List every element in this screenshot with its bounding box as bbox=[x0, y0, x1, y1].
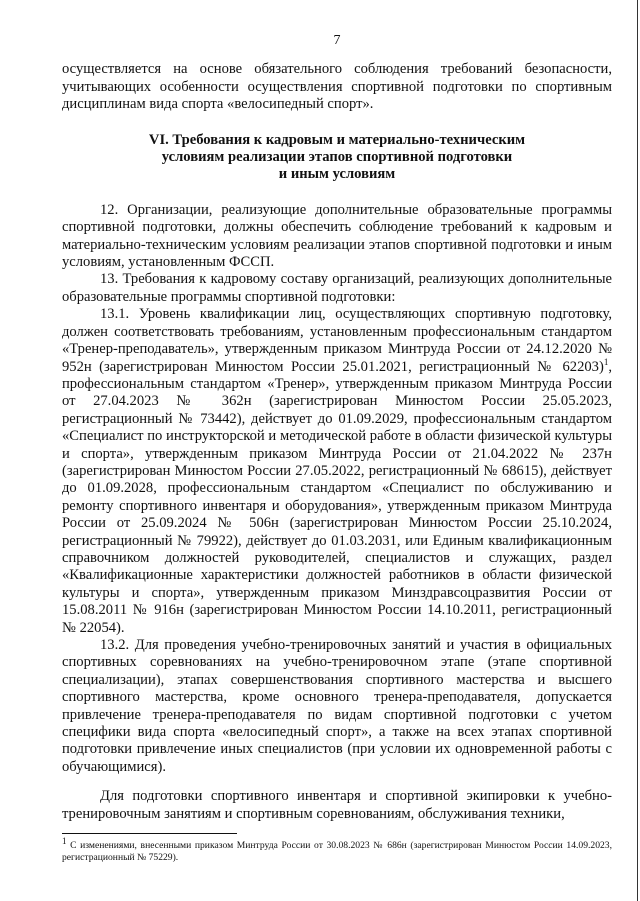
section-heading-line-1: VI. Требования к кадровым и материально-техническим bbox=[148, 131, 526, 148]
footnote-reference: 1 bbox=[603, 356, 609, 367]
paragraph-13-1-text-b: , профессиональным стандартом «Тренер», утвержденным приказом Минтруда России от 27.04.2023 № 362н (зарегистрирован Минюстом России 25.05.2023, регистрационный № 73442), действует до 01.09.2029, профессиональным стандартом «Специалист по инструкторской и методической работе в области физической культуры и спорта», утвержденным приказом Минтруда России от 21.04.2022 № 237н (зарегистрирован Минюстом России 27.05.2022, регистрационный № 68615), действует до 01.09.2028, профессиональным стандартом «Специалист по обслуживанию и ремонту спортивного инвентаря и оборудования», утвержденным приказом Минтруда России от 25.09.2024 № 506н (зарегистрирован Минюстом России 25.10.2024, регистрационный № 79922), действует до 01.03.2031, или Единым квалификационным справочником должностей руководителей, специалистов и служащих, раздел «Квалификационные характеристики должностей работников в области физической культуры и спорта», утвержденным приказом Минздравсоцразвития России от 15.08.2011 № 916н (зарегистрирован Минюстом России 14.10.2011, регистрационный № 22054). bbox=[62, 358, 612, 636]
paragraph-continuation: осуществляется на основе обязательного соблюдения требований безопасности, учитывающих особенности осуществления спортивной подготовки по спортивным дисциплинам вида спорта «велосипедный спорт». bbox=[62, 61, 612, 113]
footnote-divider bbox=[62, 833, 237, 834]
paragraph-12: 12. Организации, реализующие дополнительные образовательные программы спортивной подготовки, должны обеспечить соблюдение требований к кадровым и материально-техническим условиям реализации этапов спортивной подготовки и иным условиям, установленным ФССП. bbox=[62, 201, 612, 271]
page-edge bbox=[637, 0, 638, 901]
footnote-marker: 1 bbox=[62, 835, 67, 846]
paragraph-13-1-text-a: 13.1. Уровень квалификации лиц, осуществляющих спортивную подготовку, должен соответствовать требованиям, установленным профессиональным стандартом «Тренер-преподаватель», утвержденным приказом Минтруда России от 24.12.2020 № 952н (зарегистрирован Минюстом России 25.01.2021, регистрационный № 62203) bbox=[62, 306, 612, 375]
section-heading bbox=[62, 132, 612, 184]
paragraph-last: Для подготовки спортивного инвентаря и спортивной экипировки к учебно-тренировочным занятиям и спортивным соревнованиям, обслуживания техники, bbox=[62, 788, 612, 822]
page-number: 7 bbox=[333, 33, 341, 48]
footnote-text: С изменениями, внесенными приказом Минтруда России от 30.08.2023 № 686н (зарегистрирован Минюстом России 14.09.2023, регистрационный № 75229). bbox=[62, 840, 612, 864]
section-heading-line-2: условиям реализации этапов спортивной подготовки bbox=[161, 149, 513, 166]
spacer bbox=[62, 776, 612, 788]
footnote bbox=[62, 835, 612, 864]
paragraph-13-1 bbox=[62, 306, 612, 637]
section-heading-line-3: и иным условиям bbox=[278, 166, 396, 183]
paragraph-13: 13. Требования к кадровому составу организаций, реализующих дополнительные образовательные программы спортивной подготовки: bbox=[62, 271, 612, 305]
paragraph-13-2: 13.2. Для проведения учебно-тренировочных занятий и участия в официальных спортивных соревнованиях на учебно-тренировочном этапе (этапе спортивной специализации), этапах совершенствования спортивного мастерства и высшего спортивного мастерства, кроме основного тренера-преподавателя, допускается привлечение тренера-преподавателя по видам спортивной подготовки с учетом специфики вида спорта «велосипедный спорт», а также на всех этапах спортивной подготовки привлечение иных специалистов (при условии их одновременной работы с обучающимися). bbox=[62, 637, 612, 775]
